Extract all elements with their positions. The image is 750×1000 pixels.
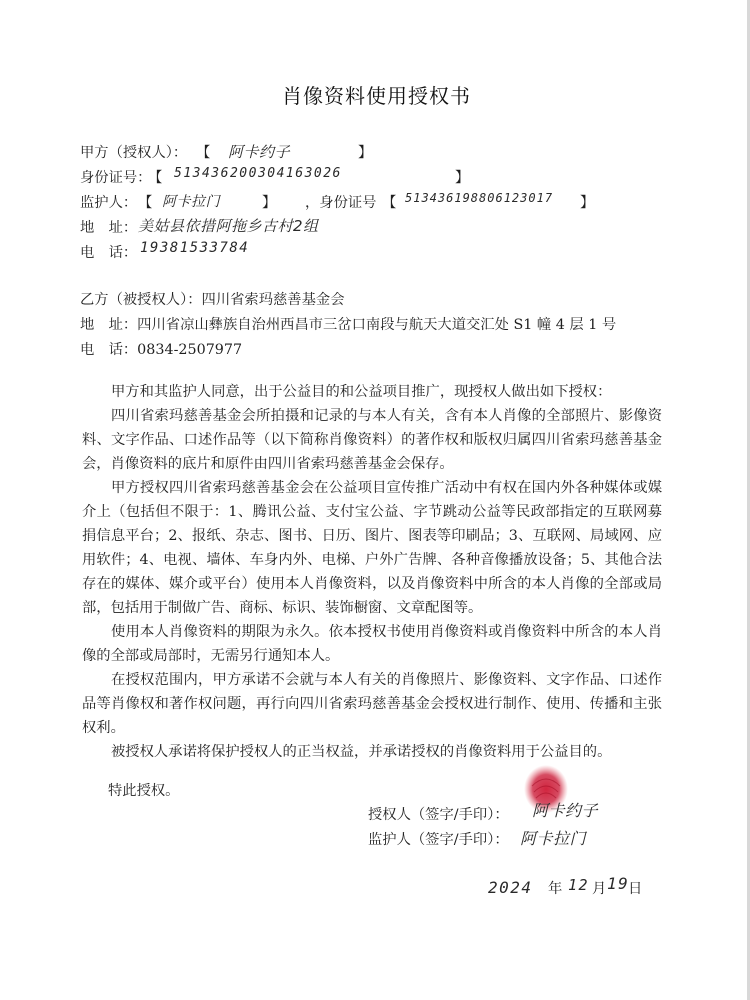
guardian-id-handwritten: 513436198806123017: [405, 191, 554, 205]
date-year-label: 年: [548, 881, 563, 897]
phone-label: 电 话：: [80, 245, 138, 261]
guardian-bracket-close: 】: [262, 195, 277, 211]
party-b-address: 地 址：四川省凉山彝族自治州西昌市三岔口南段与航天大道交汇处 S1 幢 4 层 1 号: [80, 317, 617, 333]
id-label: 身份证号：: [80, 170, 152, 186]
id-handwritten: 513436200304163026: [174, 166, 342, 181]
bracket-close: 】: [358, 145, 373, 161]
date-year: 2024: [488, 878, 533, 897]
guardian-id-bracket-close: 】: [580, 195, 595, 211]
document-title: 肖像资料使用授权书: [282, 84, 471, 108]
date-month: 12: [568, 876, 590, 894]
id-bracket-close: 】: [455, 170, 470, 186]
guardian-id-label: ，身份证号: [305, 195, 377, 211]
party-a-label: 甲方（授权人）：: [80, 145, 188, 161]
paragraph-protection: 被授权人承诺将保护授权人的正当权益，并承诺授权的肖像资料用于公益目的。: [111, 744, 612, 760]
bracket-open: 【: [196, 145, 211, 161]
date-day: 19: [607, 874, 630, 893]
party-b-label: 乙方（被授权人）：四川省索玛慈善基金会: [80, 292, 345, 308]
address-handwritten: 美姑县依措阿拖乡古村2组: [138, 217, 319, 235]
grantor-signature: 阿卡约子: [532, 801, 599, 820]
guardian-signature: 阿卡拉门: [520, 829, 587, 848]
paragraph-intro: 甲方和其监护人同意，出于公益目的和公益项目推广，现授权人做出如下授权：: [111, 384, 612, 400]
guardian-signature-label: 监护人（签字/手印）：: [368, 832, 509, 848]
guardian-bracket-open: 【: [138, 195, 153, 211]
guardian-label: 监护人：: [80, 195, 138, 211]
closing-text: 特此授权。: [108, 783, 180, 799]
party-b-phone: 电 话：0834-2507977: [80, 342, 243, 358]
date-month-label: 月: [592, 881, 607, 897]
id-bracket-open: 【: [148, 170, 163, 186]
address-label: 地 址：: [80, 220, 138, 236]
phone-handwritten: 19381533784: [140, 240, 250, 256]
paragraph-commitment: 在授权范围内，甲方承诺不会就与本人有关的肖像照片、影像资料、文字作品、口述作品等肖像权和著作权问题，再行向四川省索玛慈善基金会授权进行制作、使用、传播和主张权利。: [82, 672, 662, 736]
grantor-signature-label: 授权人（签字/手印）：: [368, 807, 509, 823]
party-a-name-handwritten: 阿卡约子: [228, 143, 291, 161]
paragraph-term: 使用本人肖像资料的期限为永久。依本授权书使用肖像资料或肖像资料中所含的本人肖像的全部或局部时，无需另行通知本人。: [82, 624, 662, 664]
paragraph-copyright: 四川省索玛慈善基金会所拍摄和记录的与本人有关，含有本人肖像的全部照片、影像资料、文字作品、口述作品等（以下简称肖像资料）的著作权和版权归属四川省索玛慈善基金会，肖像资料的底片和原件由四川省索玛慈善基金会保存。: [82, 408, 662, 472]
guardian-id-bracket-open: 【: [382, 195, 397, 211]
guardian-name-handwritten: 阿卡拉门: [162, 194, 220, 210]
date-day-label: 日: [628, 881, 643, 897]
paragraph-usage: 甲方授权四川省索玛慈善基金会在公益项目宣传推广活动中有权在国内外各种媒体或媒介上（包括但不限于：1、腾讯公益、支付宝公益、字节跳动公益等民政部指定的互联网募捐信息平台；2、报纸、杂志、图书、日历、图片、图表等印刷品；3、互联网、局域网、应用软件；4、电视、墙体、车身内外、电梯、户外广告牌、各种音像播放设备；5、其他合法存在的媒体、媒介或平台）使用本人肖像资料，以及肖像资料中所含的本人肖像的全部或局部，包括用于制做广告、商标、标识、装饰橱窗、文章配图等。: [82, 480, 662, 616]
